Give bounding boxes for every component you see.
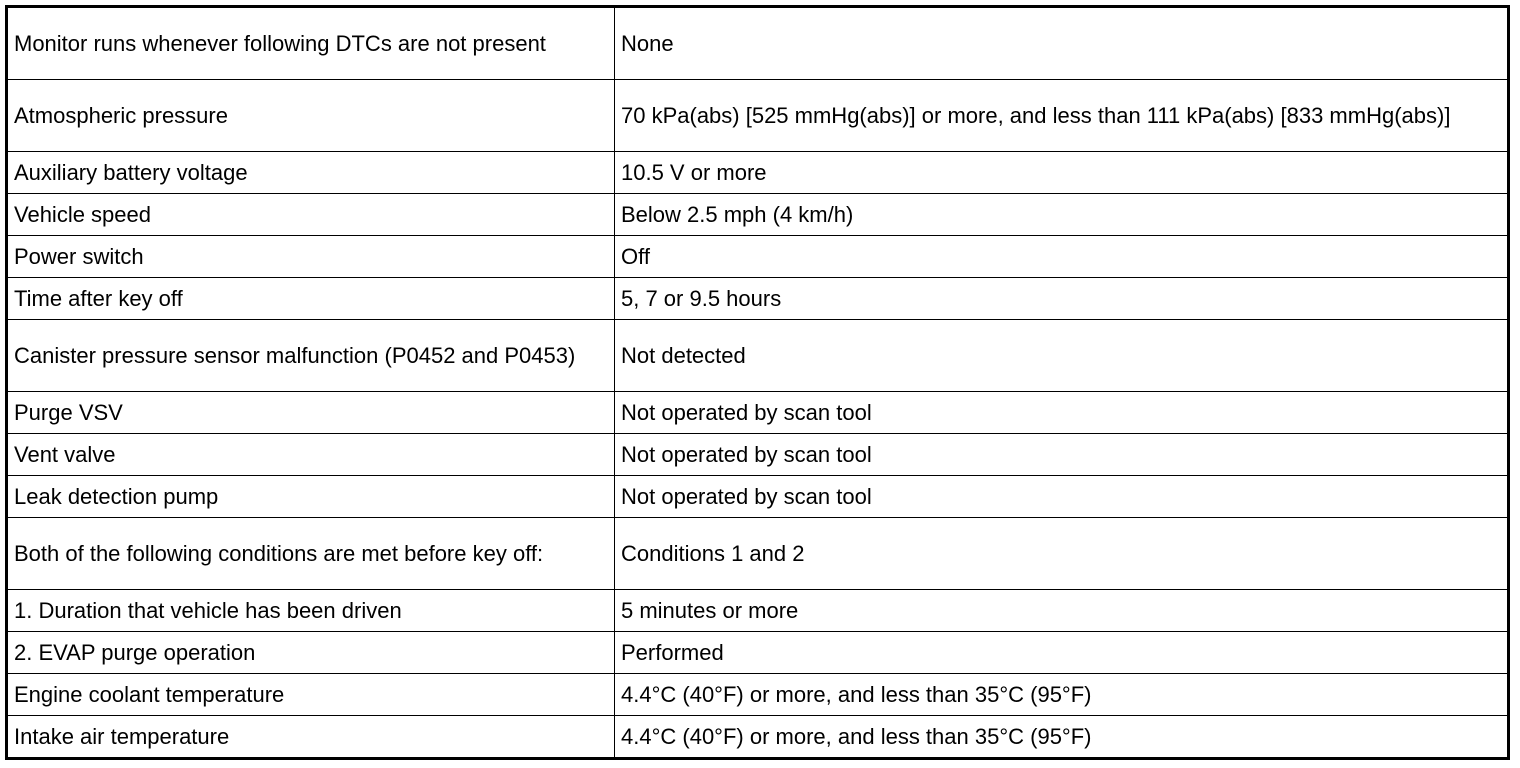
table-row bbox=[7, 7, 1509, 80]
condition-cell: Not operated by scan tool bbox=[615, 392, 1509, 434]
condition-cell: 4.4°C (40°F) or more, and less than 35°C (95°F) bbox=[615, 674, 1509, 716]
table-row bbox=[7, 320, 1509, 392]
item-cell: Leak detection pump bbox=[7, 476, 615, 518]
condition-cell: None bbox=[615, 7, 1509, 80]
condition-cell: 5 minutes or more bbox=[615, 590, 1509, 632]
table-row bbox=[7, 434, 1509, 476]
item-cell: Both of the following conditions are met before key off: bbox=[7, 518, 615, 590]
table-row bbox=[7, 716, 1509, 759]
item-cell: Purge VSV bbox=[7, 392, 615, 434]
table-row bbox=[7, 194, 1509, 236]
condition-cell: Not operated by scan tool bbox=[615, 434, 1509, 476]
table-row bbox=[7, 80, 1509, 152]
condition-cell: 10.5 V or more bbox=[615, 152, 1509, 194]
condition-cell: Conditions 1 and 2 bbox=[615, 518, 1509, 590]
item-cell: Vent valve bbox=[7, 434, 615, 476]
table-row bbox=[7, 632, 1509, 674]
item-cell: Engine coolant temperature bbox=[7, 674, 615, 716]
table-row bbox=[7, 518, 1509, 590]
condition-cell: Not operated by scan tool bbox=[615, 476, 1509, 518]
condition-cell: 4.4°C (40°F) or more, and less than 35°C (95°F) bbox=[615, 716, 1509, 759]
item-cell: Canister pressure sensor malfunction (P0452 and P0453) bbox=[7, 320, 615, 392]
table-row bbox=[7, 590, 1509, 632]
condition-cell: Not detected bbox=[615, 320, 1509, 392]
item-cell: Vehicle speed bbox=[7, 194, 615, 236]
item-cell: 2. EVAP purge operation bbox=[7, 632, 615, 674]
table-row bbox=[7, 278, 1509, 320]
item-cell: Intake air temperature bbox=[7, 716, 615, 759]
item-cell: Atmospheric pressure bbox=[7, 80, 615, 152]
monitor-conditions-table-container bbox=[5, 5, 1507, 760]
item-cell: Power switch bbox=[7, 236, 615, 278]
table-row bbox=[7, 392, 1509, 434]
table-row bbox=[7, 152, 1509, 194]
table-row bbox=[7, 236, 1509, 278]
table-row bbox=[7, 476, 1509, 518]
item-cell: Time after key off bbox=[7, 278, 615, 320]
condition-cell: 5, 7 or 9.5 hours bbox=[615, 278, 1509, 320]
condition-cell: Performed bbox=[615, 632, 1509, 674]
monitor-conditions-table bbox=[5, 5, 1510, 760]
item-cell: 1. Duration that vehicle has been driven bbox=[7, 590, 615, 632]
condition-cell: 70 kPa(abs) [525 mmHg(abs)] or more, and less than 111 kPa(abs) [833 mmHg(abs)] bbox=[615, 80, 1509, 152]
item-cell: Auxiliary battery voltage bbox=[7, 152, 615, 194]
condition-cell: Below 2.5 mph (4 km/h) bbox=[615, 194, 1509, 236]
table-row bbox=[7, 674, 1509, 716]
condition-cell: Off bbox=[615, 236, 1509, 278]
item-cell: Monitor runs whenever following DTCs are not present bbox=[7, 7, 615, 80]
